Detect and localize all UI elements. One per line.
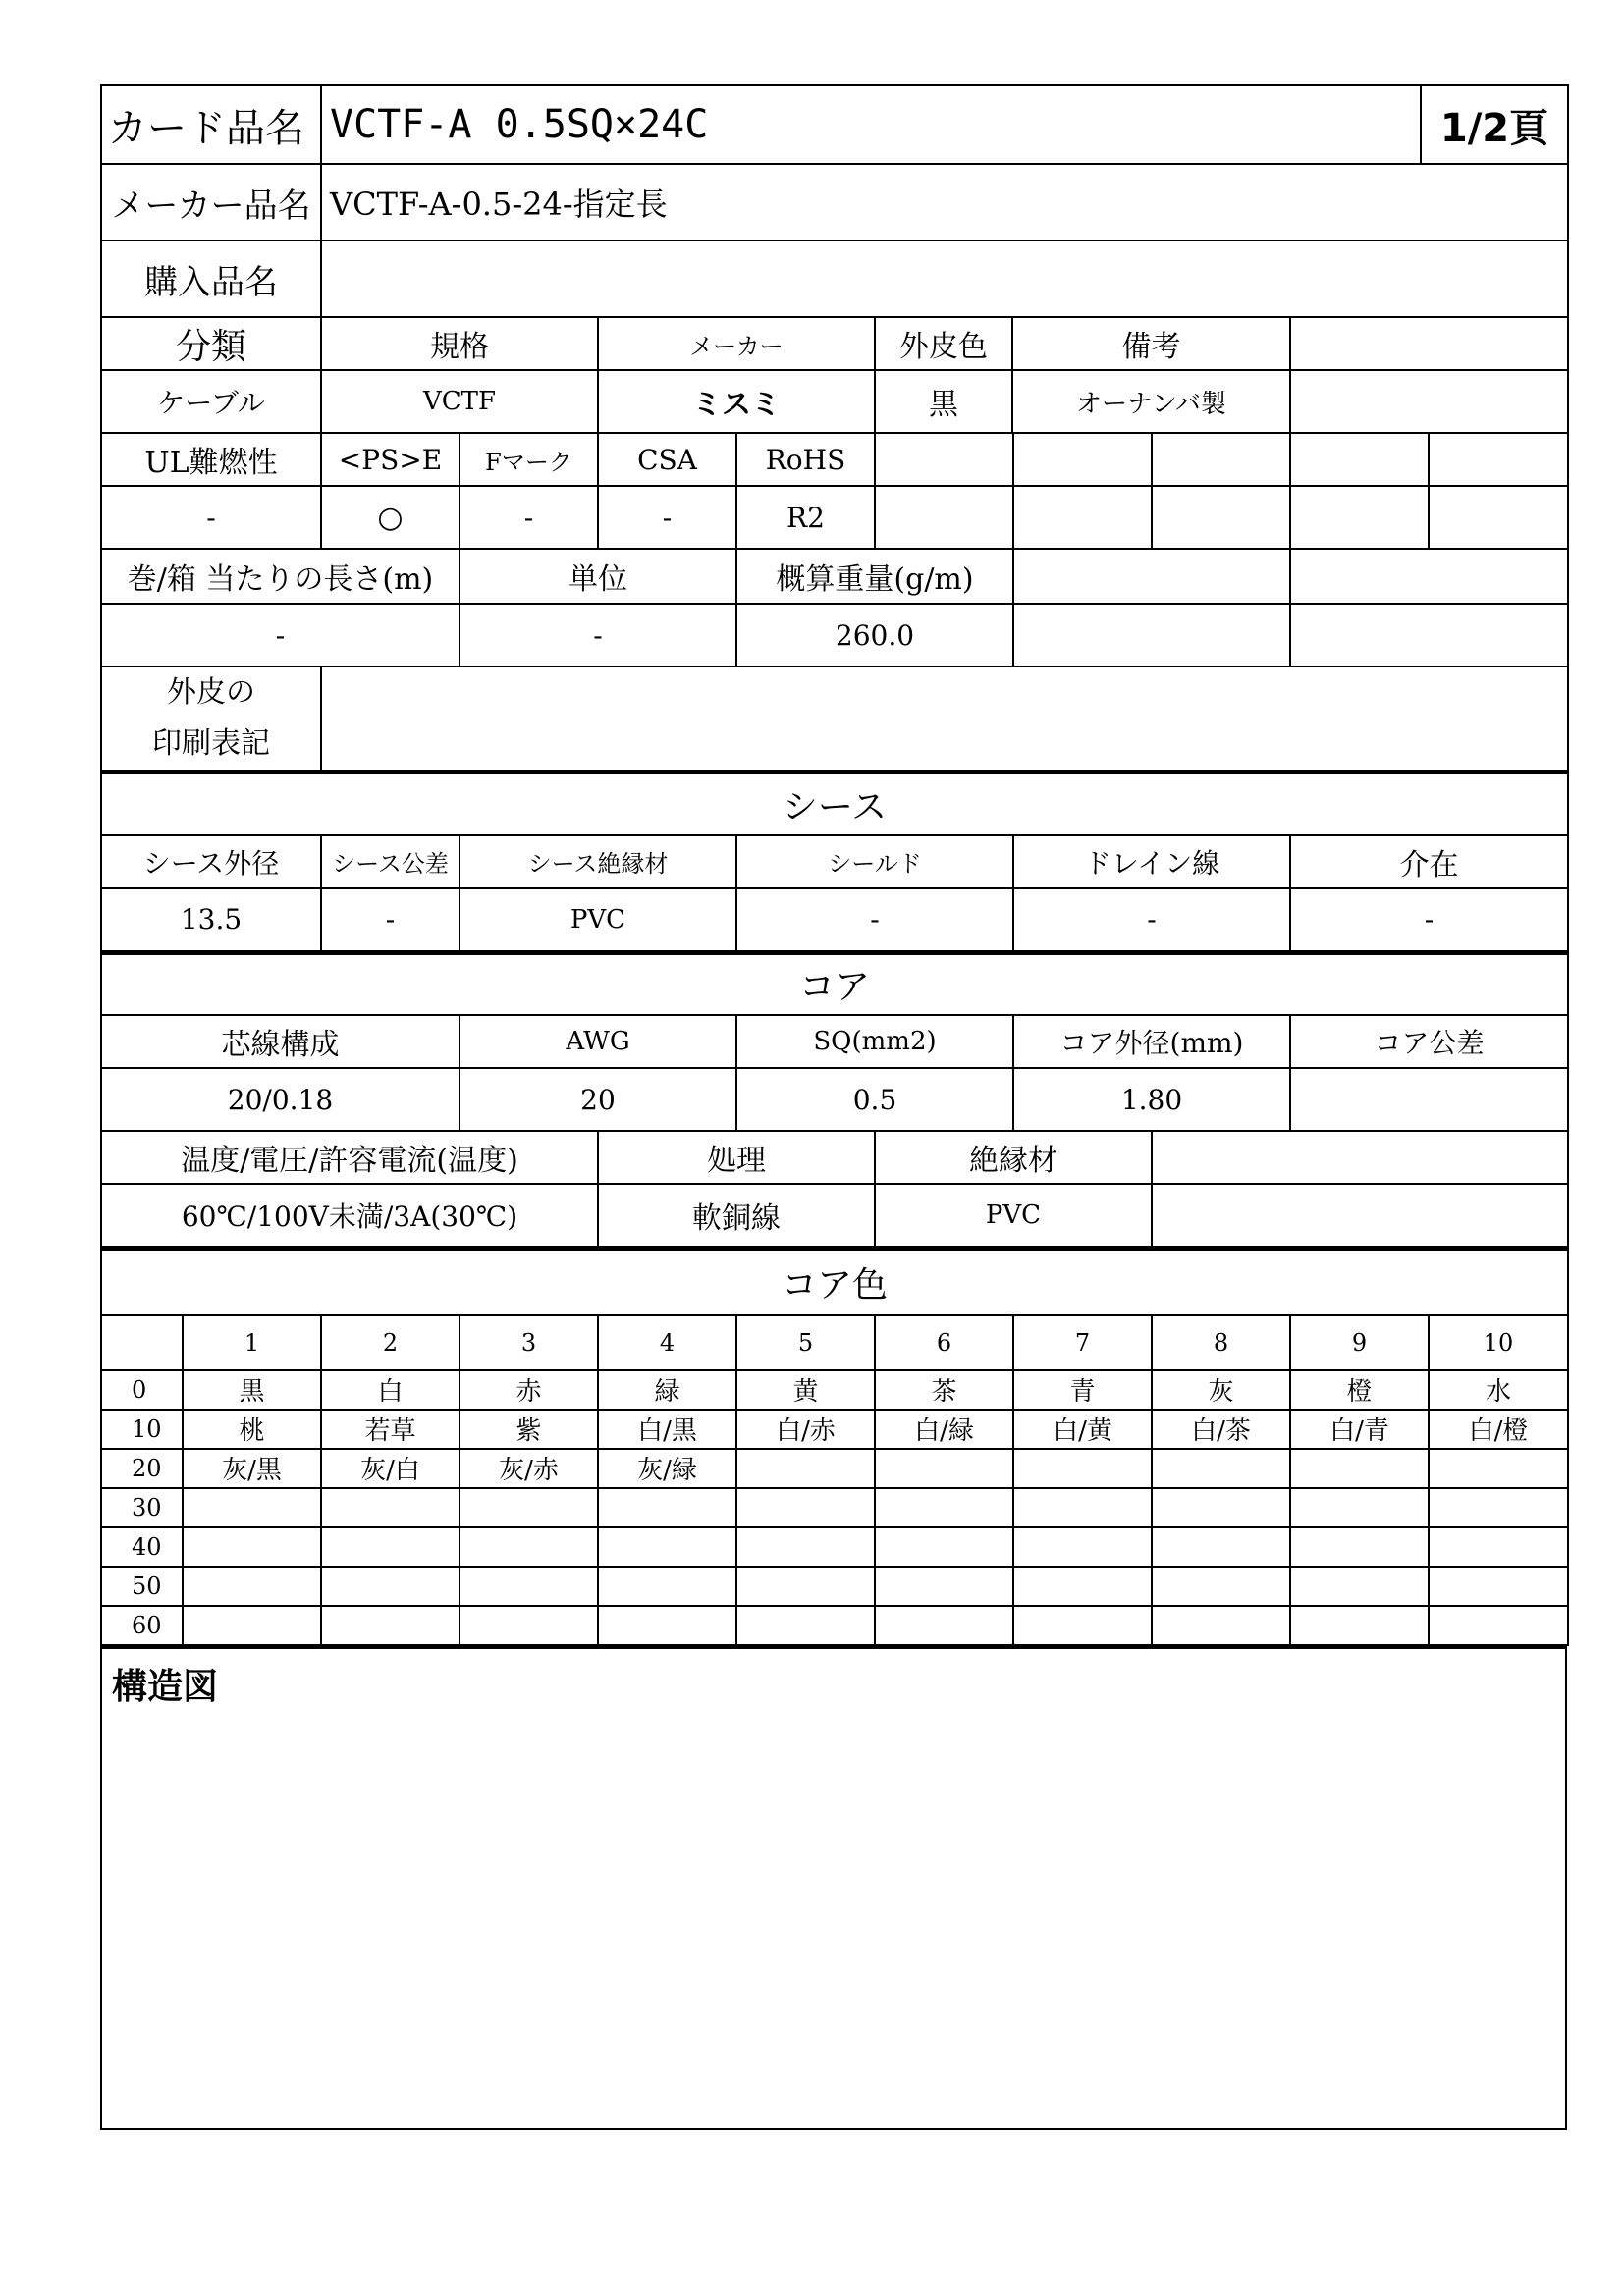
page-number: 1/2頁: [1421, 85, 1568, 164]
drain-wire-value: -: [1013, 888, 1290, 951]
core-color-cell: 灰/赤: [460, 1449, 598, 1488]
sheath-table: [100, 770, 1569, 952]
sq-value: 0.5: [736, 1068, 1013, 1131]
core-color-cell: [1013, 1527, 1152, 1567]
remarks-value: オーナンバ製: [1012, 370, 1290, 433]
sheath-od-value: 13.5: [101, 888, 321, 951]
core-section-title: コア: [101, 952, 1568, 1015]
core-color-col-header: 7: [1013, 1315, 1152, 1370]
core-color-cell: [1290, 1567, 1429, 1606]
core-color-row: [101, 1449, 1568, 1488]
sq-header: SQ(mm2): [736, 1015, 1013, 1068]
print-label-line1: 外皮の: [167, 675, 255, 710]
core-color-cell: [736, 1488, 875, 1527]
core-color-cell: [875, 1567, 1013, 1606]
sheath-header-row: [101, 835, 1568, 888]
certification-table: [100, 432, 1569, 550]
rohs-value: R2: [736, 486, 875, 549]
core-color-cell: [736, 1567, 875, 1606]
core-color-cell: 白/茶: [1152, 1410, 1290, 1449]
core-color-col-header: 1: [183, 1315, 321, 1370]
conductor-config-value: 20/0.18: [101, 1068, 460, 1131]
length-extra-value: [1013, 604, 1290, 667]
core-color-cell: 紫: [460, 1410, 598, 1449]
cert-extra-value: [1152, 486, 1290, 549]
csa-value: -: [598, 486, 736, 549]
weight-value: 260.0: [736, 604, 1013, 667]
structure-table: [100, 1644, 1567, 2131]
awg-header: AWG: [460, 1015, 736, 1068]
length-extra-header: [1290, 549, 1568, 604]
maker-part-label: メーカー品名: [101, 164, 321, 240]
treatment-header: 処理: [598, 1131, 875, 1184]
csa-header: CSA: [598, 433, 736, 486]
core-color-cell: 白/赤: [736, 1410, 875, 1449]
core-color-row: [101, 1488, 1568, 1527]
spec-sheet: [100, 84, 1567, 2140]
core-color-cell: [1152, 1567, 1290, 1606]
core-color-cell: 黒: [183, 1370, 321, 1410]
sheath-od-header: シース外径: [101, 835, 321, 888]
sheath-section-title: シース: [101, 773, 1568, 835]
core-color-cell: [875, 1606, 1013, 1645]
core-color-cell: 黄: [736, 1370, 875, 1410]
sheath-tolerance-value: -: [321, 888, 460, 951]
core-color-corner: [101, 1315, 183, 1370]
filler-header: 介在: [1290, 835, 1568, 888]
core-header-row: [101, 1015, 1568, 1068]
treatment-extra-value: [1152, 1184, 1568, 1247]
length-extra-value: [1290, 604, 1568, 667]
core-color-cell: 灰: [1152, 1370, 1290, 1410]
core-color-cell: [598, 1567, 736, 1606]
blank-header: [1290, 317, 1568, 370]
core-color-cell: 桃: [183, 1410, 321, 1449]
core-color-cell: [1152, 1449, 1290, 1488]
core-color-cell: [460, 1606, 598, 1645]
structure-diagram-label: 構造図: [101, 1646, 1566, 2129]
core-color-row-label: 10: [101, 1410, 183, 1449]
core-color-cell: [1013, 1449, 1152, 1488]
unit-value: -: [460, 604, 736, 667]
core-color-cell: 緑: [598, 1370, 736, 1410]
core-color-cell: 灰/白: [321, 1449, 460, 1488]
purchase-part-value: [321, 240, 1568, 317]
core-color-row-label: 50: [101, 1567, 183, 1606]
maker-header: メーカー: [598, 317, 875, 370]
card-name-label: カード品名: [101, 85, 321, 164]
core-color-cell: 白/青: [1290, 1410, 1429, 1449]
core-tolerance-header: コア公差: [1290, 1015, 1568, 1068]
maker-part-value: VCTF-A-0.5-24-指定長: [321, 164, 1568, 240]
core-color-cell: 茶: [875, 1370, 1013, 1410]
weight-header: 概算重量(g/m): [736, 549, 1013, 604]
core-color-section-title: コア色: [101, 1249, 1568, 1315]
core-color-cell: [321, 1606, 460, 1645]
cert-extra-value: [1290, 486, 1429, 549]
core-color-row: [101, 1410, 1568, 1449]
purchase-part-label: 購入品名: [101, 240, 321, 317]
treatment-value: 軟銅線: [598, 1184, 875, 1247]
rating-value: 60℃/100V未満/3A(30℃): [101, 1184, 598, 1247]
treatment-table: [100, 1130, 1569, 1248]
core-color-cell: [1429, 1449, 1568, 1488]
core-color-cell: 白/黒: [598, 1410, 736, 1449]
cert-extra-header: [1429, 433, 1568, 486]
core-table: [100, 950, 1569, 1133]
insulation-value: PVC: [875, 1184, 1152, 1247]
cert-extra-header: [875, 433, 1013, 486]
core-color-cell: [1290, 1606, 1429, 1645]
core-color-row-label: 30: [101, 1488, 183, 1527]
core-color-row-label: 0: [101, 1370, 183, 1410]
pse-header: <PS>E: [321, 433, 460, 486]
core-color-cell: 灰/緑: [598, 1449, 736, 1488]
sheath-value-row: [101, 888, 1568, 951]
length-header-row: [101, 549, 1568, 604]
shield-header: シールド: [736, 835, 1013, 888]
core-color-row: [101, 1567, 1568, 1606]
ul-flame-value: -: [101, 486, 321, 549]
core-color-row-label: 60: [101, 1606, 183, 1645]
core-color-cell: [1013, 1567, 1152, 1606]
sheath-tolerance-header: シース公差: [321, 835, 460, 888]
core-color-cell: [460, 1488, 598, 1527]
print-label-line2: 印刷表記: [152, 726, 270, 761]
core-color-cell: 橙: [1290, 1370, 1429, 1410]
core-color-cell: [1013, 1606, 1152, 1645]
conductor-config-header: 芯線構成: [101, 1015, 460, 1068]
cert-extra-value: [1429, 486, 1568, 549]
core-color-cell: 水: [1429, 1370, 1568, 1410]
core-color-cell: [1429, 1606, 1568, 1645]
f-mark-value: -: [460, 486, 598, 549]
length-value-row: [101, 604, 1568, 667]
core-color-header-row: [101, 1315, 1568, 1370]
f-mark-header: Fマーク: [460, 433, 598, 486]
core-color-cell: [1290, 1488, 1429, 1527]
length-extra-header: [1013, 549, 1290, 604]
cert-extra-header: [1290, 433, 1429, 486]
core-color-col-header: 6: [875, 1315, 1013, 1370]
treatment-extra-header: [1152, 1131, 1568, 1184]
length-per-reel-value: -: [101, 604, 460, 667]
core-color-row-label: 20: [101, 1449, 183, 1488]
print-table: [100, 666, 1569, 772]
core-color-cell: [1290, 1527, 1429, 1567]
core-color-cell: [183, 1488, 321, 1527]
core-color-cell: [736, 1527, 875, 1567]
classification-value: ケーブル: [101, 370, 321, 433]
core-color-cell: 青: [1013, 1370, 1152, 1410]
core-color-cell: [183, 1567, 321, 1606]
filler-value: -: [1290, 888, 1568, 951]
ul-flame-header: UL難燃性: [101, 433, 321, 486]
core-color-cell: [183, 1606, 321, 1645]
rating-header: 温度/電圧/許容電流(温度): [101, 1131, 598, 1184]
jacket-color-value: 黒: [875, 370, 1012, 433]
core-color-cell: [1152, 1606, 1290, 1645]
core-color-cell: [1290, 1449, 1429, 1488]
core-color-cell: 若草: [321, 1410, 460, 1449]
core-color-cell: 白/黄: [1013, 1410, 1152, 1449]
core-color-cell: 白: [321, 1370, 460, 1410]
core-color-cell: [1429, 1488, 1568, 1527]
awg-value: 20: [460, 1068, 736, 1131]
core-color-row: [101, 1370, 1568, 1410]
sheath-insulation-header: シース絶縁材: [460, 835, 736, 888]
core-color-col-header: 3: [460, 1315, 598, 1370]
core-color-cell: [736, 1449, 875, 1488]
length-table: [100, 548, 1569, 667]
unit-header: 単位: [460, 549, 736, 604]
core-color-cell: [875, 1449, 1013, 1488]
blank-value: [1290, 370, 1568, 433]
classification-header-row: [101, 317, 1568, 370]
sheath-insulation-value: PVC: [460, 888, 736, 951]
core-color-cell: [1013, 1488, 1152, 1527]
print-marking-label: [101, 667, 321, 771]
core-color-cell: [1429, 1527, 1568, 1567]
core-color-col-header: 2: [321, 1315, 460, 1370]
classification-header: 分類: [101, 317, 321, 370]
core-color-row: [101, 1527, 1568, 1567]
core-color-table: [100, 1246, 1569, 1646]
core-color-cell: [598, 1527, 736, 1567]
remarks-header: 備考: [1012, 317, 1290, 370]
core-color-cell: [598, 1606, 736, 1645]
core-color-col-header: 10: [1429, 1315, 1568, 1370]
core-od-header: コア外径(mm): [1013, 1015, 1290, 1068]
core-od-value: 1.80: [1013, 1068, 1290, 1131]
core-color-cell: 灰/黒: [183, 1449, 321, 1488]
core-color-cell: [183, 1527, 321, 1567]
core-color-rows: [101, 1370, 1568, 1645]
core-color-col-header: 4: [598, 1315, 736, 1370]
core-color-cell: [736, 1606, 875, 1645]
core-color-cell: [321, 1527, 460, 1567]
cert-extra-header: [1152, 433, 1290, 486]
shield-value: -: [736, 888, 1013, 951]
core-color-cell: 赤: [460, 1370, 598, 1410]
treatment-header-row: [101, 1131, 1568, 1184]
treatment-value-row: [101, 1184, 1568, 1247]
core-color-cell: [875, 1488, 1013, 1527]
jacket-color-header: 外皮色: [875, 317, 1012, 370]
rohs-header: RoHS: [736, 433, 875, 486]
core-color-cell: [1152, 1488, 1290, 1527]
core-value-row: [101, 1068, 1568, 1131]
core-color-cell: [460, 1527, 598, 1567]
standard-header: 規格: [321, 317, 598, 370]
core-color-cell: [1429, 1567, 1568, 1606]
maker-value: ミスミ: [598, 370, 875, 433]
core-color-row-label: 40: [101, 1527, 183, 1567]
certification-value-row: [101, 486, 1568, 549]
core-color-cell: 白/緑: [875, 1410, 1013, 1449]
classification-table: [100, 316, 1569, 434]
core-color-col-header: 5: [736, 1315, 875, 1370]
print-marking-value: [321, 667, 1568, 771]
cert-extra-header: [1013, 433, 1152, 486]
length-per-reel-header: 巻/箱 当たりの長さ(m): [101, 549, 460, 604]
pse-value: ○: [321, 486, 460, 549]
core-color-cell: 白/橙: [1429, 1410, 1568, 1449]
core-color-col-header: 9: [1290, 1315, 1429, 1370]
insulation-header: 絶縁材: [875, 1131, 1152, 1184]
cert-extra-value: [875, 486, 1013, 549]
core-color-cell: [321, 1488, 460, 1527]
core-color-cell: [321, 1567, 460, 1606]
core-color-cell: [875, 1527, 1013, 1567]
card-name-value: VCTF-A 0.5SQ×24C: [321, 85, 1421, 164]
cert-extra-value: [1013, 486, 1152, 549]
classification-value-row: [101, 370, 1568, 433]
core-color-cell: [598, 1488, 736, 1527]
core-tolerance-value: [1290, 1068, 1568, 1131]
core-color-cell: [1152, 1527, 1290, 1567]
header-table: [100, 84, 1569, 318]
core-color-row: [101, 1606, 1568, 1645]
drain-wire-header: ドレイン線: [1013, 835, 1290, 888]
standard-value: VCTF: [321, 370, 598, 433]
core-color-cell: [460, 1567, 598, 1606]
certification-header-row: [101, 433, 1568, 486]
core-color-col-header: 8: [1152, 1315, 1290, 1370]
